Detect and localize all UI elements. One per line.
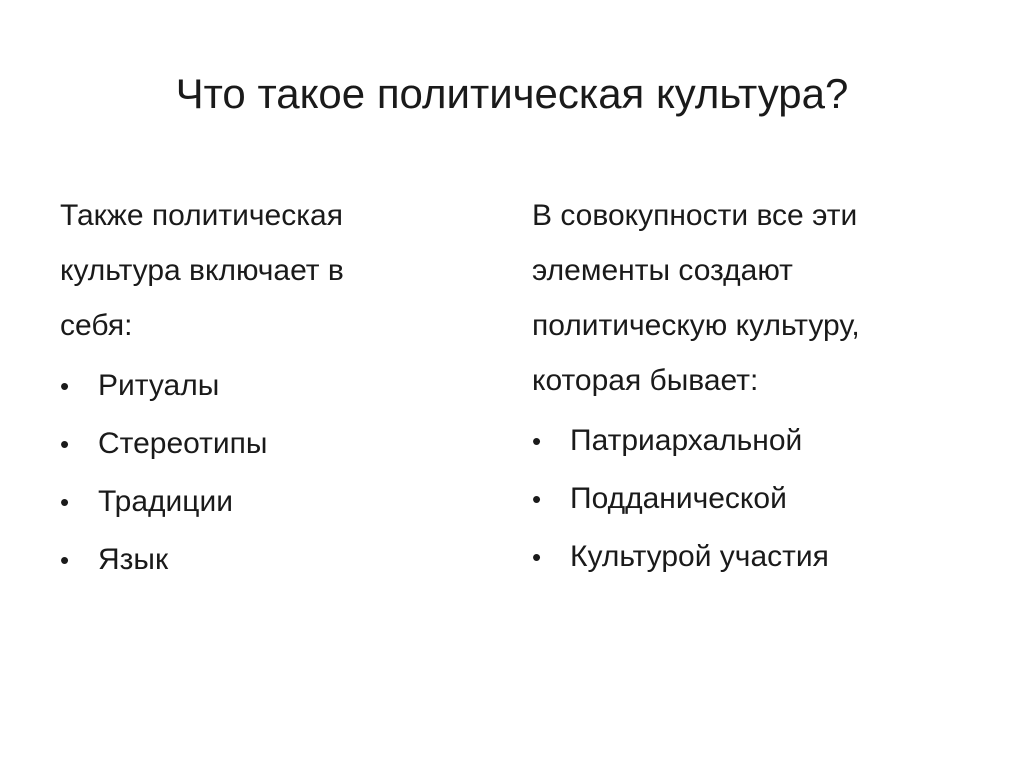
bullet-icon: • xyxy=(60,371,70,401)
left-intro xyxy=(60,188,460,353)
list-item xyxy=(60,415,460,473)
right-intro-line: которая бывает: xyxy=(532,364,759,397)
list-item-label: Культурой участия xyxy=(570,540,829,573)
bullet-icon: • xyxy=(532,484,542,514)
list-item-label: Язык xyxy=(98,543,169,576)
right-bullet-list xyxy=(532,412,972,586)
left-column xyxy=(60,188,460,589)
bullet-icon: • xyxy=(60,429,70,459)
list-item xyxy=(60,473,460,531)
right-intro-line: В совокупности все эти xyxy=(532,199,858,232)
list-item xyxy=(532,470,972,528)
bullet-icon: • xyxy=(532,426,542,456)
list-item-label: Стереотипы xyxy=(98,427,268,460)
left-intro-line: Также политическая xyxy=(60,199,343,232)
left-intro-line: себя: xyxy=(60,309,133,342)
list-item-label: Традиции xyxy=(98,485,233,518)
list-item-label: Подданической xyxy=(570,482,787,515)
list-item xyxy=(60,357,460,415)
right-intro xyxy=(532,188,972,408)
right-intro-line: политическую культуру, xyxy=(532,309,860,342)
right-column xyxy=(532,188,972,586)
list-item xyxy=(532,528,972,586)
left-bullet-list xyxy=(60,357,460,589)
list-item xyxy=(532,412,972,470)
list-item-label: Патриархальной xyxy=(570,424,803,457)
bullet-icon: • xyxy=(60,487,70,517)
bullet-icon: • xyxy=(60,545,70,575)
bullet-icon: • xyxy=(532,542,542,572)
right-intro-line: элементы создают xyxy=(532,254,793,287)
list-item-label: Ритуалы xyxy=(98,369,220,402)
left-intro-line: культура включает в xyxy=(60,254,344,287)
list-item xyxy=(60,531,460,589)
slide-title: Что такое политическая культура? xyxy=(175,70,849,117)
